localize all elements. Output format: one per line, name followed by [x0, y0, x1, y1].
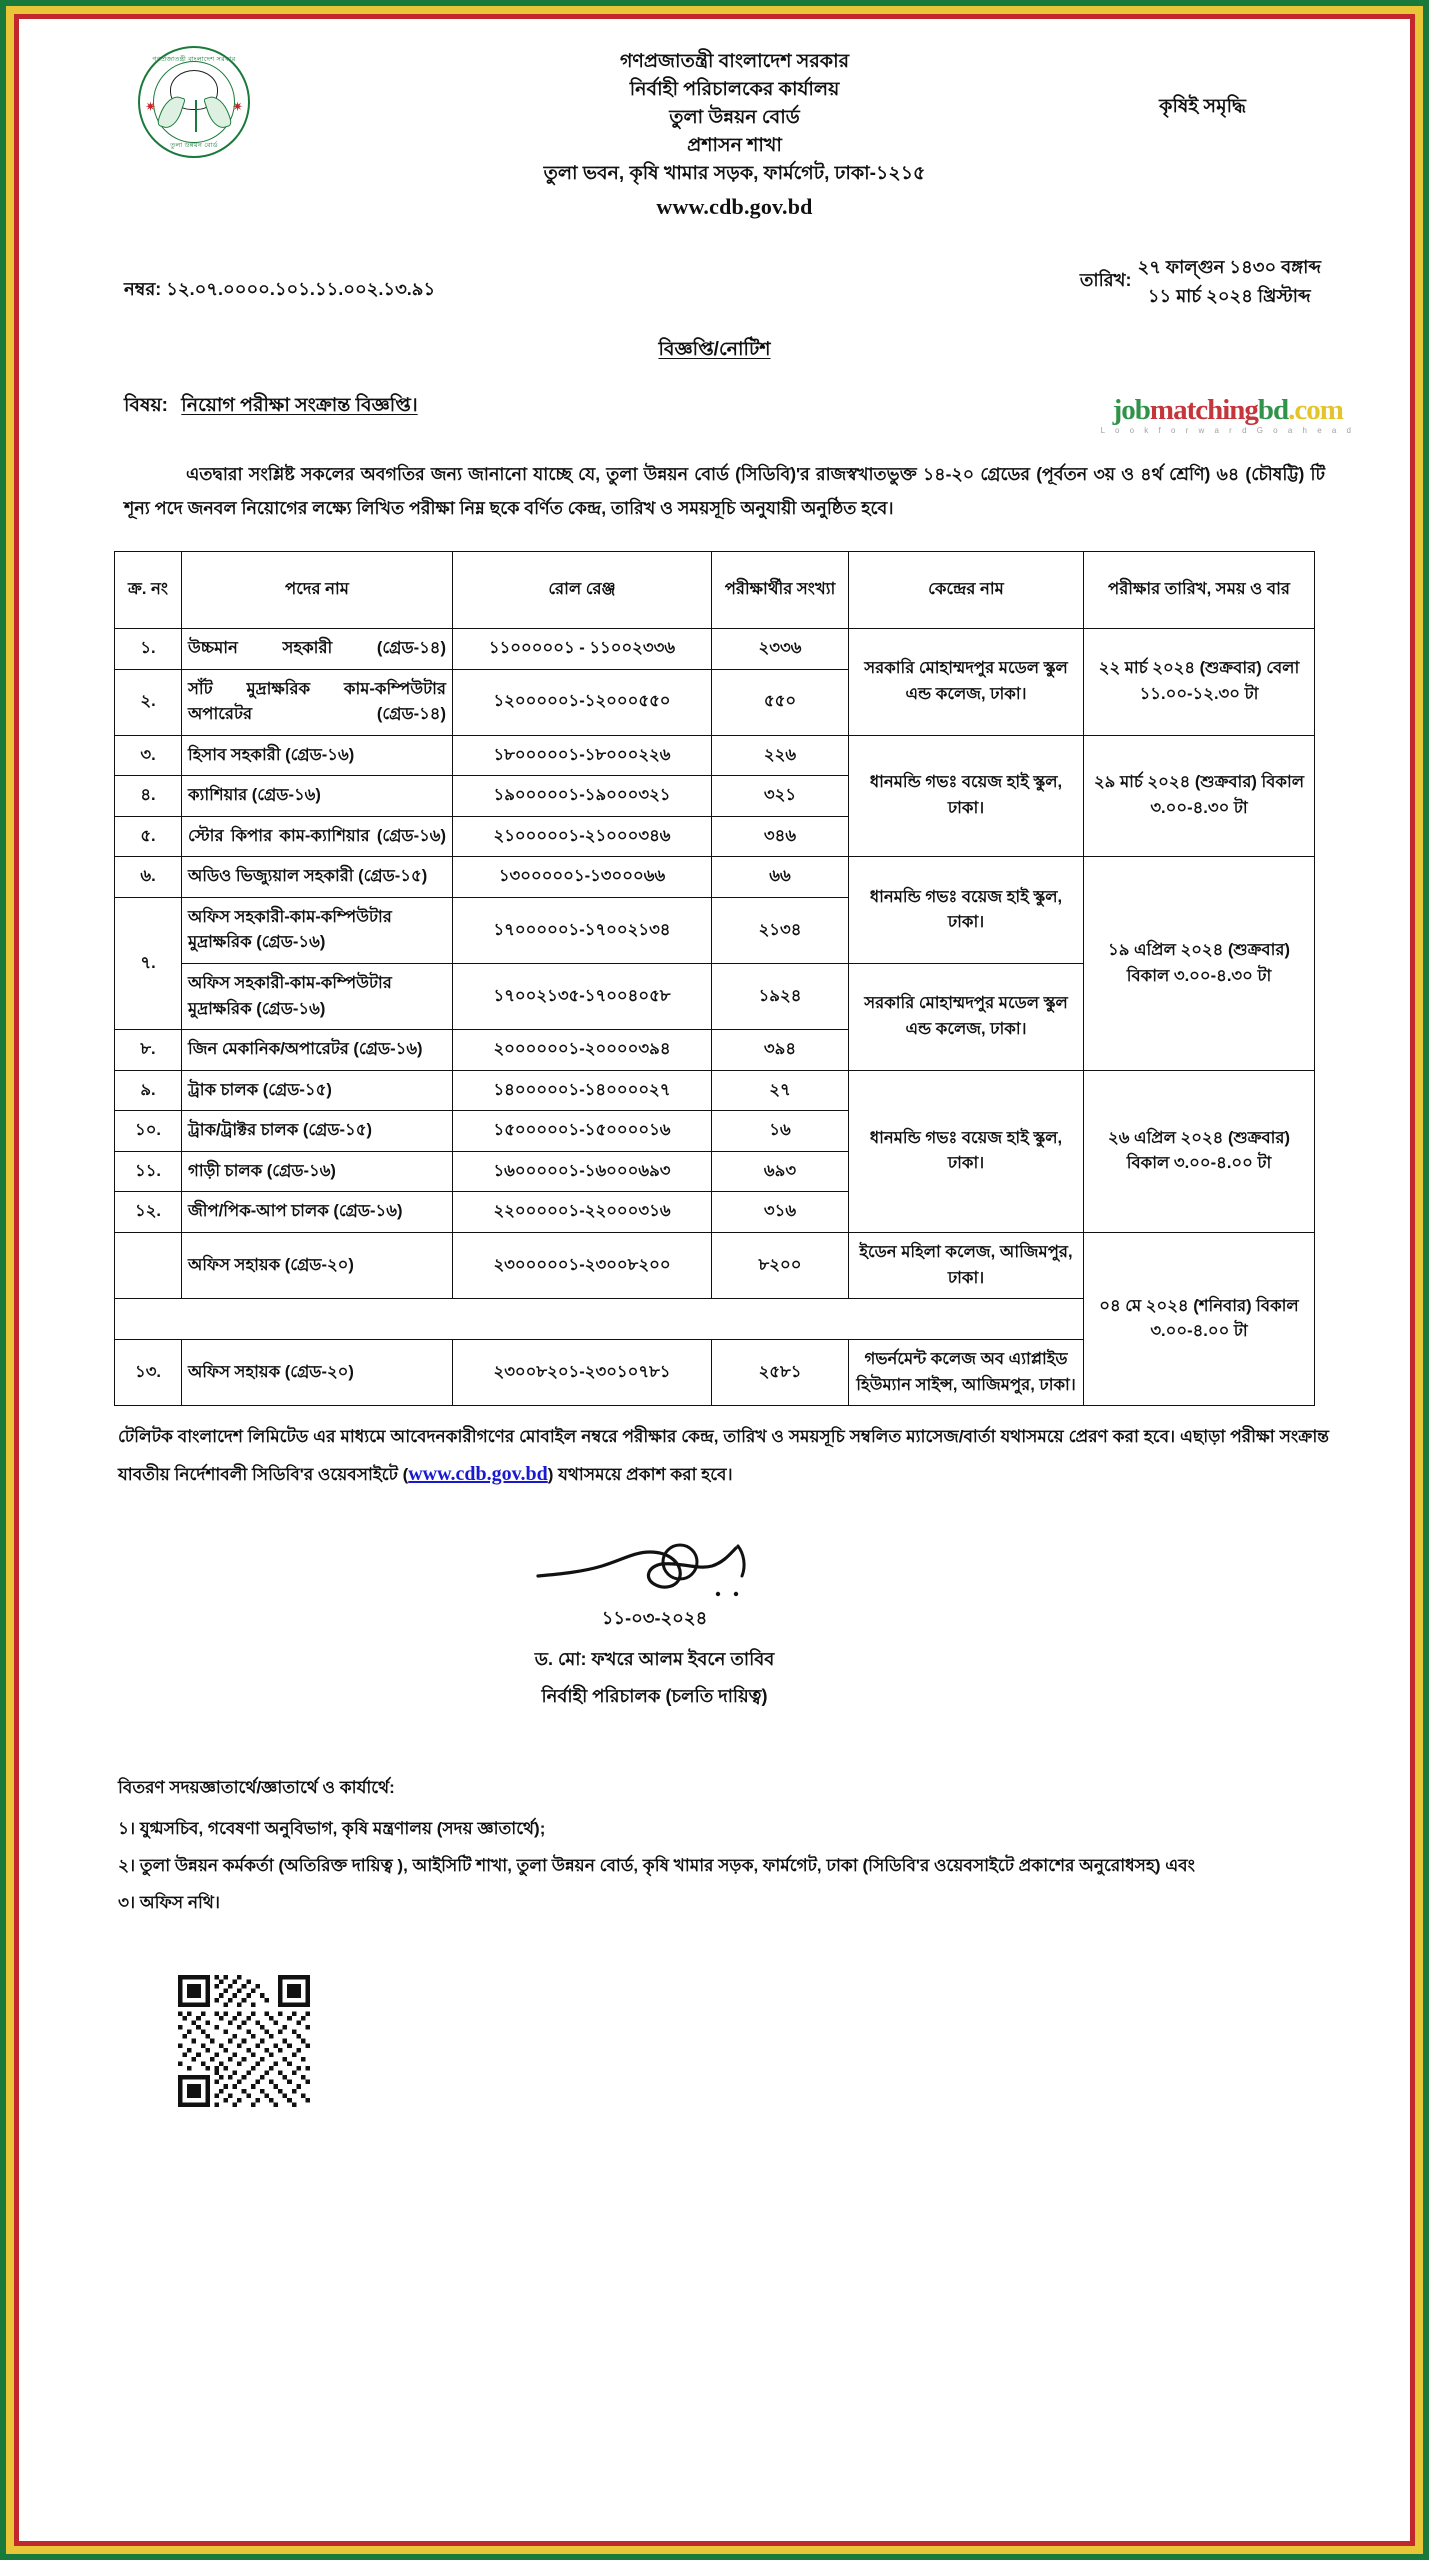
footer-note-part-1: টেলিটক বাংলাদেশ লিমিটেড এর মাধ্যমে আবেদনকারীগণের মোবাইল নম্বরে পরীক্ষার কেন্দ্র, তারিখ ও সময়সূচি সম্বলিত ম্যাসেজ/বার্তা যথাসময়ে প্রেরণ করা হবে। এছাড়া পরীক্ষা সংক্রান্ত যাবতীয় নির্দেশাবলী সিডিবি'র ওয়েবসাইটে ( [118, 1427, 1329, 1485]
cell-roll: ২৩০০৮২০১-২৩০১০৭৮১ [453, 1340, 712, 1406]
cell-sl: ১২. [115, 1192, 182, 1233]
stem-icon [195, 100, 197, 132]
table-head [115, 551, 1315, 628]
header-datetime: পরীক্ষার তারিখ, সময় ও বার [1084, 551, 1315, 628]
table-row [115, 735, 1315, 776]
cell-count: ৬৬ [712, 857, 849, 898]
cell-count: ২৫৮১ [712, 1340, 849, 1406]
government-seal-logo [138, 46, 250, 158]
cell-count: ২১৩৪ [712, 897, 849, 963]
cell-post: অফিস সহায়ক (গ্রেড-২০) [182, 1340, 453, 1406]
table-row [115, 628, 1315, 669]
cell-count: ১৯২৪ [712, 964, 849, 1030]
date-bangla: ২৭ ফাল্গুন ১৪৩০ বঙ্গাব্দ [1137, 257, 1321, 278]
footer-note-part-2: ) যথাসময়ে প্রকাশ করা হবে। [547, 1465, 733, 1485]
table-row [115, 1232, 1315, 1298]
cell-post: অফিস সহকারী-কাম-কম্পিউটার মুদ্রাক্ষরিক (গ্রেড-১৬) [182, 964, 453, 1030]
subject-line [78, 391, 1351, 423]
document-header [78, 34, 1351, 223]
cell-center: ধানমন্ডি গভঃ বয়েজ হাই স্কুল, ঢাকা। [849, 857, 1084, 964]
cell-count: ৩২১ [712, 776, 849, 817]
org-line-2: নির্বাহী পরিচালকের কার্যালয় [629, 79, 840, 101]
intro-paragraph: এতদ্বারা সংশ্লিষ্ট সকলের অবগতির জন্য জানানো যাচ্ছে যে, তুলা উন্নয়ন বোর্ড (সিডিবি)'র রাজস্বখাতভুক্ত ১৪-২০ গ্রেডের (পূর্বতন ৩য় ও ৪র্থ শ্রেণি) ৬৪ (চৌষট্টি) টি শূন্য পদে জনবল নিয়োগের লক্ষ্যে লিখিত পরীক্ষা নিম্ন ছকে বর্ণিত কেন্দ্র, তারিখ ও সময়সূচি অনুযায়ী অনুষ্ঠিত হবে। [124, 463, 1325, 518]
cell-count: ৩৯৪ [712, 1030, 849, 1071]
star-left-icon: ✷ [145, 99, 156, 114]
header-center: কেন্দ্রের নাম [849, 551, 1084, 628]
table-header-row [115, 551, 1315, 628]
cell-center: গভর্নমেন্ট কলেজ অব এ্যাপ্লাইড হিউম্যান সাইন্স, আজিমপুর, ঢাকা। [849, 1340, 1084, 1406]
cell-post: ট্রাক/ট্রাক্টর চালক (গ্রেড-১৫) [182, 1111, 453, 1152]
cell-datetime: ২২ মার্চ ২০২৪ (শুক্রবার) বেলা ১১.০০-১২.৩০ টা [1084, 628, 1315, 735]
cell-sl: ৫. [115, 816, 182, 857]
table-body [115, 628, 1315, 1405]
cell-sl: ৮. [115, 1030, 182, 1071]
cell-roll: ১২০০০০০১-১২০০০৫৫০ [453, 669, 712, 735]
cell-roll: ১১০০০০০১ - ১১০০২৩৩৬ [453, 628, 712, 669]
exam-schedule-table [114, 551, 1315, 1406]
signatory-name: ড. মো: ফখরে আলম ইবনে তাবিব [534, 1649, 775, 1670]
header-roll: রোল রেঞ্জ [453, 551, 712, 628]
qr-code-wrap [78, 1975, 1351, 2107]
cell-post: ক্যাশিয়ার (গ্রেড-১৬) [182, 776, 453, 817]
office-address-block [118, 48, 1351, 223]
org-line-1: গণপ্রজাতন্ত্রী বাংলাদেশ সরকার [619, 51, 850, 72]
watermark-part-1: job [1112, 394, 1150, 426]
date-values [1138, 253, 1322, 311]
cell-roll: ১৬০০০০০১-১৬০০০৬৯৩ [453, 1151, 712, 1192]
cell-sl [115, 1232, 182, 1298]
cell-center: সরকারি মোহাম্মদপুর মডেল স্কুল এন্ড কলেজ, ঢাকা। [849, 964, 1084, 1071]
cell-sl: ১. [115, 628, 182, 669]
cell-post: অফিস সহকারী-কাম-কম্পিউটার মুদ্রাক্ষরিক (গ্রেড-১৬) [182, 897, 453, 963]
cell-roll: ১৫০০০০০১-১৫০০০০১৬ [453, 1111, 712, 1152]
seal-icon [138, 46, 250, 158]
distribution-list [78, 1771, 1351, 1920]
cell-count: ৫৫০ [712, 669, 849, 735]
spacer-cell [115, 1299, 1084, 1340]
seal-arc-top-text: গণপ্রজাতন্ত্রী বাংলাদেশ সরকার [152, 56, 236, 63]
footer-note [78, 1420, 1351, 1494]
cell-post: গাড়ী চালক (গ্রেড-১৬) [182, 1151, 453, 1192]
subject-text: নিয়োগ পরীক্ষা সংক্রান্ত বিজ্ঞপ্তি। [181, 394, 418, 416]
cell-roll: ১৯০০০০০১-১৯০০০৩২১ [453, 776, 712, 817]
cell-sl: ৩. [115, 735, 182, 776]
cell-roll: ১৩০০০০০১-১৩০০০৬৬ [453, 857, 712, 898]
cell-roll: ২৩০০০০০১-২৩০০৮২০০ [453, 1232, 712, 1298]
document-sheet [26, 24, 1403, 2504]
signature-date: ১১-০৩-২০২৪ [601, 1608, 708, 1629]
cell-roll: ২০০০০০০১-২০০০০৩৯৪ [453, 1030, 712, 1071]
motto-text: কৃষিই সমৃদ্ধি [1159, 96, 1246, 117]
table-row [115, 1070, 1315, 1111]
cell-sl: ৯. [115, 1070, 182, 1111]
cell-center: ধানমন্ডি গভঃ বয়েজ হাই স্কুল, ঢাকা। [849, 1070, 1084, 1232]
cell-post: জীপ/পিক-আপ চালক (গ্রেড-১৬) [182, 1192, 453, 1233]
cell-count: ২৭ [712, 1070, 849, 1111]
cell-datetime: ০৪ মে ২০২৪ (শনিবার) বিকাল ৩.০০-৪.০০ টা [1084, 1232, 1315, 1405]
cell-sl: ১৩. [115, 1340, 182, 1406]
cell-count: ৬৯৩ [712, 1151, 849, 1192]
cell-roll: ১৭০০২১৩৫-১৭০০৪০৫৮ [453, 964, 712, 1030]
subject-label: বিষয়: [124, 394, 169, 416]
cell-roll: ১৮০০০০০১-১৮০০০২২৬ [453, 735, 712, 776]
watermark-part-4: .com [1288, 394, 1343, 426]
org-line-3: তুলা উন্নয়ন বোর্ড [669, 107, 800, 129]
cell-count: ৩১৬ [712, 1192, 849, 1233]
cell-post: স্টোর কিপার কাম-ক্যাশিয়ার (গ্রেড-১৬) [182, 816, 453, 857]
memo-date-row [78, 253, 1351, 311]
page-title: বিজ্ঞপ্তি/নোটিশ [658, 338, 771, 360]
cell-post: হিসাব সহকারী (গ্রেড-১৬) [182, 735, 453, 776]
cdb-website-link[interactable]: www.cdb.gov.bd [408, 1463, 548, 1486]
cell-roll: ১৭০০০০০১-১৭০০২১৩৪ [453, 897, 712, 963]
cell-count: ২২৬ [712, 735, 849, 776]
distribution-item: ১। যুগ্মসচিব, গবেষণা অনুবিভাগ, কৃষি মন্ত্রণালয় (সদয় জ্ঞাতার্থে); [118, 1819, 546, 1839]
cell-sl: ৪. [115, 776, 182, 817]
cell-datetime: ১৯ এপ্রিল ২০২৪ (শুক্রবার) বিকাল ৩.০০-৪.৩০ টা [1084, 857, 1315, 1070]
cell-post: উচ্চমান সহকারী (গ্রেড-১৪) [182, 628, 453, 669]
memo-label: নম্বর: [124, 279, 162, 300]
cell-sl: ৬. [115, 857, 182, 898]
watermark-part-2: matching [1149, 394, 1258, 426]
header-post: পদের নাম [182, 551, 453, 628]
signature-block [78, 1532, 1351, 1713]
cell-count: ২৩৩৬ [712, 628, 849, 669]
memo-value: ১২.০৭.০০০০.১০১.১১.০০২.১৩.৯১ [166, 279, 436, 300]
cell-center: ধানমন্ডি গভঃ বয়েজ হাই স্কুল, ঢাকা। [849, 735, 1084, 857]
website-url: www.cdb.gov.bd [656, 193, 813, 219]
distribution-heading: বিতরণ সদয়জ্ঞাতার্থে/জ্ঞাতার্থে ও কার্যার্থে: [118, 1778, 395, 1798]
cell-count: ৩৪৬ [712, 816, 849, 857]
org-line-4: প্রশাসন শাখা [687, 135, 782, 157]
cell-sl: ২. [115, 669, 182, 735]
cell-center: ইডেন মহিলা কলেজ, আজিমপুর, ঢাকা। [849, 1232, 1084, 1298]
cell-post: ট্রাক চালক (গ্রেড-১৫) [182, 1070, 453, 1111]
cell-count: ৮২০০ [712, 1232, 849, 1298]
cell-post: অফিস সহায়ক (গ্রেড-২০) [182, 1232, 453, 1298]
cell-post: সাঁট মুদ্রাক্ষরিক কাম-কম্পিউটার অপারেটর (গ্রেড-১৪) [182, 669, 453, 735]
cell-sl: ১১. [115, 1151, 182, 1192]
date-label: তারিখ: [1079, 270, 1132, 291]
header-count: পরীক্ষার্থীর সংখ্যা [712, 551, 849, 628]
cell-roll: ১৪০০০০০১-১৪০০০০২৭ [453, 1070, 712, 1111]
cell-roll: ২১০০০০০১-২১০০০৩৪৬ [453, 816, 712, 857]
qr-code-icon [178, 1975, 310, 2107]
watermark-part-3: bd [1257, 394, 1289, 426]
cell-post: জিন মেকানিক/অপারেটর (গ্রেড-১৬) [182, 1030, 453, 1071]
seal-arc-bottom-text: তুলা উন্নয়ন বোর্ড [170, 142, 218, 149]
header-sl: ক্র. নং [115, 551, 182, 628]
date-english: ১১ মার্চ ২০২৪ খ্রিস্টাব্দ [1147, 285, 1311, 306]
date-block [1080, 253, 1321, 311]
memo-number [124, 253, 435, 306]
distribution-item: ৩। অফিস নথি। [118, 1892, 220, 1912]
signatory-designation: নির্বাহী পরিচালক (চলতি দায়িত্ব) [541, 1686, 768, 1707]
handwritten-signature-icon [525, 1532, 785, 1602]
cell-roll: ২২০০০০০১-২২০০০৩১৬ [453, 1192, 712, 1233]
distribution-item: ২। তুলা উন্নয়ন কর্মকর্তা (অতিরিক্ত দায়িত্ব ), আইসিটি শাখা, তুলা উন্নয়ন বোর্ড, কৃষি খামার সড়ক, ফার্মগেট, ঢাকা (সিডিবি'র ওয়েবসাইটে প্রকাশের অনুরোধসহ) এবং [118, 1855, 1195, 1875]
org-line-5: তুলা ভবন, কৃষি খামার সড়ক, ফার্মগেট, ঢাকা-১২১৫ [543, 163, 926, 185]
cell-post: অডিও ভিজ্যুয়াল সহকারী (গ্রেড-১৫) [182, 857, 453, 898]
cell-datetime: ২৯ মার্চ ২০২৪ (শুক্রবার) বিকাল ৩.০০-৪.৩০ টা [1084, 735, 1315, 857]
cell-center: সরকারি মোহাম্মদপুর মডেল স্কুল এন্ড কলেজ, ঢাকা। [849, 628, 1084, 735]
cell-sl: ৭. [115, 897, 182, 1029]
cell-count: ১৬ [712, 1111, 849, 1152]
table-row [115, 857, 1315, 898]
cell-sl: ১০. [115, 1111, 182, 1152]
watermark-tagline: L o o k f o r w a r d G o a h e a d [1100, 426, 1355, 435]
cell-datetime: ২৬ এপ্রিল ২০২৪ (শুক্রবার) বিকাল ৩.০০-৪.০০ টা [1084, 1070, 1315, 1232]
star-right-icon: ✷ [232, 99, 243, 114]
